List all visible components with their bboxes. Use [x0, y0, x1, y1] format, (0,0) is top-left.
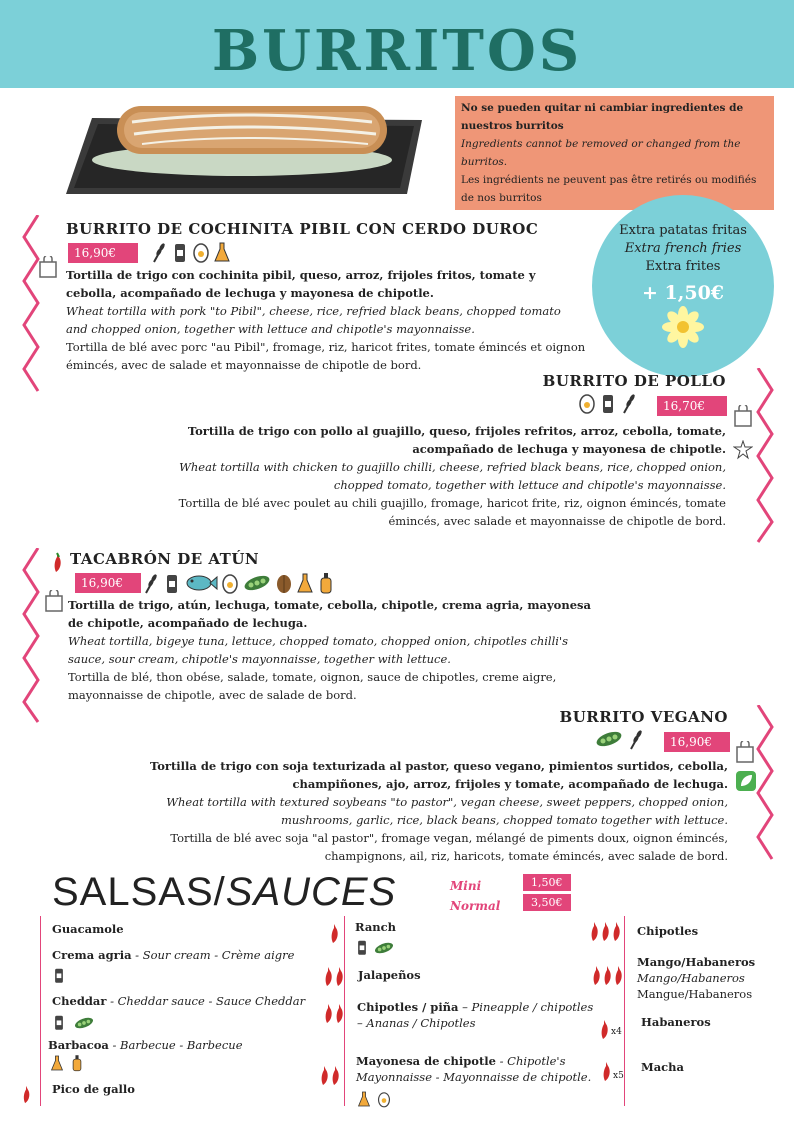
price-tag: 16,90€ — [75, 573, 141, 593]
chili-pepper-icon — [600, 1060, 612, 1082]
allergen-icons — [578, 392, 638, 414]
sauce-translation: Mango/Habaneros — [637, 971, 745, 985]
zigzag-decoration — [754, 368, 778, 543]
sauce-item — [356, 1053, 606, 1085]
sauce-item — [358, 967, 421, 983]
takeaway-icon — [733, 405, 753, 427]
sauce-item — [357, 999, 597, 1031]
desc-es: Tortilla de trigo con soja texturizada al pastor, queso vegano, pimientos surtidos, cebolla, champiñones, ajo, arroz, frijoles y tomate, acompañado de lechuga. — [150, 759, 728, 791]
soy-icon — [594, 728, 624, 750]
wheat-icon — [627, 728, 645, 750]
sauce-name: Pico de gallo — [52, 1082, 135, 1096]
three-peppers-icon — [590, 964, 624, 986]
desc-en: Wheat tortilla with chicken to guajillo chilli, cheese, refried black beans, rice, chopped onion, chopped tomato, together with lettuce and chipotle's mayonnaisse. — [179, 460, 726, 492]
item-description — [150, 757, 728, 865]
two-peppers-icon — [322, 1002, 346, 1024]
size-labels — [450, 876, 500, 916]
item-title: BURRITO DE POLLO — [542, 372, 726, 390]
sauce-name: Cheddar — [52, 994, 107, 1008]
desc-en: Wheat tortilla with pork "to Pibil", cheese, rice, refried black beans, chopped tomato and chopped onion, together with lettuce and chipotle's mayonnaisse. — [66, 304, 561, 336]
spicy-badge-icon — [733, 440, 753, 460]
wheat-icon — [142, 572, 160, 594]
sauce-item — [355, 919, 396, 935]
price-tag: 16,70€ — [657, 396, 727, 416]
desc-es: Tortilla de trigo con pollo al guajillo, queso, frijoles refritos, arroz, cebolla, tomate, acompañado de lechuga y mayonesa de chipotle. — [187, 424, 726, 456]
chili-pepper-icon — [51, 551, 63, 573]
sauce-item — [641, 1014, 711, 1030]
vegan-leaf-icon — [736, 771, 756, 791]
milk-icon — [355, 938, 369, 956]
notice-box — [455, 96, 774, 210]
normal-price: 3,50€ — [523, 894, 571, 911]
desc-fr: Tortilla de blé avec porc "au Pibil", fromage, riz, haricot frites, tomate émincés et oignon émincés, avec de salade et mayonnaisse de chipotle de bord. — [66, 340, 586, 372]
extra-price: + 1,50€ — [641, 282, 725, 304]
sauce-name: Habaneros — [641, 1015, 711, 1029]
divider — [40, 916, 41, 1106]
three-peppers-icon — [588, 920, 622, 942]
notice-en: Ingredients cannot be removed or changed from the burritos. — [461, 138, 741, 168]
desc-fr: Tortilla de blé, thon obése, salade, tomate, oignon, sauce de chipotles, creme aigre, mayonnaisse de chipotle, avec de salade de bord. — [68, 670, 557, 702]
item-description — [66, 266, 586, 374]
sauce-name: Chipotles — [637, 924, 699, 938]
extra-fries-bubble — [592, 195, 774, 377]
sauce-item — [52, 1081, 135, 1097]
burrito-photo — [62, 98, 432, 198]
desc-fr: Tortilla de blé avec soja "al pastor", fromage vegan, mélangé de piments doux, oignon émincés, champignons, ail, riz, haricots, tomate émincés, avec salade de bord. — [170, 831, 728, 863]
extra-fr: Extra frites — [645, 259, 721, 274]
desc-en: Wheat tortilla with textured soybeans "to pastor", vegan cheese, sweet peppers, chopped onion, mushrooms, garlic, rice, black beans, chopped tomato together with lettuce. — [166, 795, 728, 827]
mustard-icon — [357, 1090, 371, 1108]
two-peppers-icon — [318, 1064, 342, 1086]
sauce-name: Guacamole — [52, 922, 124, 936]
mini-price: 1,50€ — [523, 874, 571, 891]
egg-icon — [377, 1090, 391, 1108]
sauce-translation: – Pineapple / chipotles – Ananas / Chipotles — [357, 1000, 594, 1030]
chili-pepper-icon — [598, 1018, 610, 1040]
egg-icon — [221, 572, 239, 594]
soy-icon — [72, 1015, 96, 1031]
salsas-title: SALSAS/ — [52, 870, 226, 914]
takeaway-icon — [44, 590, 64, 612]
allergen-icons — [142, 572, 335, 594]
allergen-icons — [594, 728, 645, 750]
zigzag-decoration — [20, 548, 44, 723]
mustard-icon — [213, 241, 231, 263]
milk-icon — [52, 966, 66, 984]
sauce-name: Crema agria — [52, 948, 132, 962]
item-title: BURRITO VEGANO — [559, 708, 728, 726]
allergen-icons — [150, 241, 231, 263]
sauces-title: SAUCES — [225, 870, 397, 914]
sauce-item — [637, 923, 698, 939]
sauce-name: Macha — [641, 1060, 684, 1074]
egg-icon — [578, 392, 596, 414]
milk-icon — [171, 241, 189, 263]
sauce-bottle-icon — [70, 1054, 84, 1072]
milk-icon — [599, 392, 617, 414]
sauce-name: Barbacoa — [48, 1038, 109, 1052]
sauce-item — [52, 921, 124, 937]
zigzag-decoration — [20, 215, 44, 400]
desc-fr: Tortilla de blé avec poulet au chili guajillo, fromage, haricot frite, riz, oignon émincés, tomate émincés, avec salade et mayonnaisse de chipotle de bord. — [178, 496, 726, 528]
sauce-item — [641, 1059, 684, 1075]
divider — [624, 916, 625, 1106]
size-prices — [523, 874, 571, 914]
takeaway-icon — [38, 256, 58, 278]
notice-es: No se pueden quitar ni cambiar ingredientes de nuestros burritos — [461, 102, 744, 132]
milk-icon — [52, 1013, 66, 1031]
page-title: BURRITOS — [211, 18, 583, 84]
flower-icon — [662, 306, 704, 348]
egg-icon — [192, 241, 210, 263]
soy-icon — [372, 940, 396, 956]
sauce-item — [52, 947, 342, 963]
wheat-icon — [620, 392, 638, 414]
notice-fr: Les ingrédients ne peuvent pas être retirés ou modifiés de nos burritos — [461, 174, 757, 204]
price-tag: 16,90€ — [664, 732, 730, 752]
sauce-translation: - Chipotle's Mayonnaisse - Mayonnaisse de chipotle. — [356, 1054, 592, 1084]
item-title: TACABRÓN DE ATÚN — [70, 550, 260, 568]
item-title: BURRITO DE COCHINITA PIBIL CON CERDO DUROC — [66, 220, 539, 238]
sauce-item — [52, 993, 342, 1009]
zigzag-decoration — [754, 705, 778, 860]
sauce-name: Ranch — [355, 920, 396, 934]
mustard-icon — [296, 572, 314, 594]
sauce-name: Mango/Habaneros — [637, 955, 756, 969]
normal-label: Normal — [450, 899, 501, 913]
nut-icon — [275, 572, 293, 594]
desc-es: Tortilla de trigo, atún, lechuga, tomate, cebolla, chipotle, crema agria, mayonesa de chipotle, acompañado de lechuga. — [68, 598, 591, 630]
sauce-item — [637, 954, 787, 1002]
heat-badge: x5 — [613, 1071, 624, 1081]
price-tag: 16,90€ — [68, 243, 138, 263]
sauce-translation: - Sour cream - Crème aigre — [131, 948, 295, 962]
sauce-name: Jalapeños — [358, 968, 421, 982]
fish-icon — [184, 572, 218, 594]
sauce-name: Mayonesa de chipotle — [356, 1054, 496, 1068]
milk-icon — [163, 572, 181, 594]
two-peppers-icon — [322, 965, 346, 987]
extra-es: Extra patatas fritas — [619, 223, 747, 238]
sauce-translation: - Barbecue - Barbecue — [108, 1038, 243, 1052]
item-description — [178, 422, 726, 530]
extra-en: Extra french fries — [624, 241, 742, 256]
item-description — [68, 596, 608, 704]
desc-es: Tortilla de trigo con cochinita pibil, queso, arroz, frijoles fritos, tomate y cebolla, acompañado de lechuga y mayonesa de chipotle. — [66, 268, 536, 300]
mustard-icon — [50, 1054, 64, 1072]
chili-pepper-icon — [328, 922, 340, 944]
heat-badge: x4 — [611, 1027, 622, 1037]
sauce-item — [48, 1037, 340, 1053]
desc-en: Wheat tortilla, bigeye tuna, lettuce, chopped tomato, chopped onion, chipotles chilli's sauce, sour cream, chipotle's mayonnaisse, together with lettuce. — [68, 634, 569, 666]
sauce-translation: - Cheddar sauce - Sauce Cheddar — [106, 994, 306, 1008]
sauce-name: Chipotles / piña — [357, 1000, 459, 1014]
salsas-heading — [52, 870, 396, 915]
sauce-translation: Mangue/Habaneros — [637, 987, 753, 1001]
wheat-icon — [150, 241, 168, 263]
mini-label: Mini — [450, 879, 482, 893]
takeaway-icon — [735, 741, 755, 763]
chili-pepper-icon — [20, 1084, 32, 1104]
soy-icon — [242, 572, 272, 594]
sauce-bottle-icon — [317, 572, 335, 594]
